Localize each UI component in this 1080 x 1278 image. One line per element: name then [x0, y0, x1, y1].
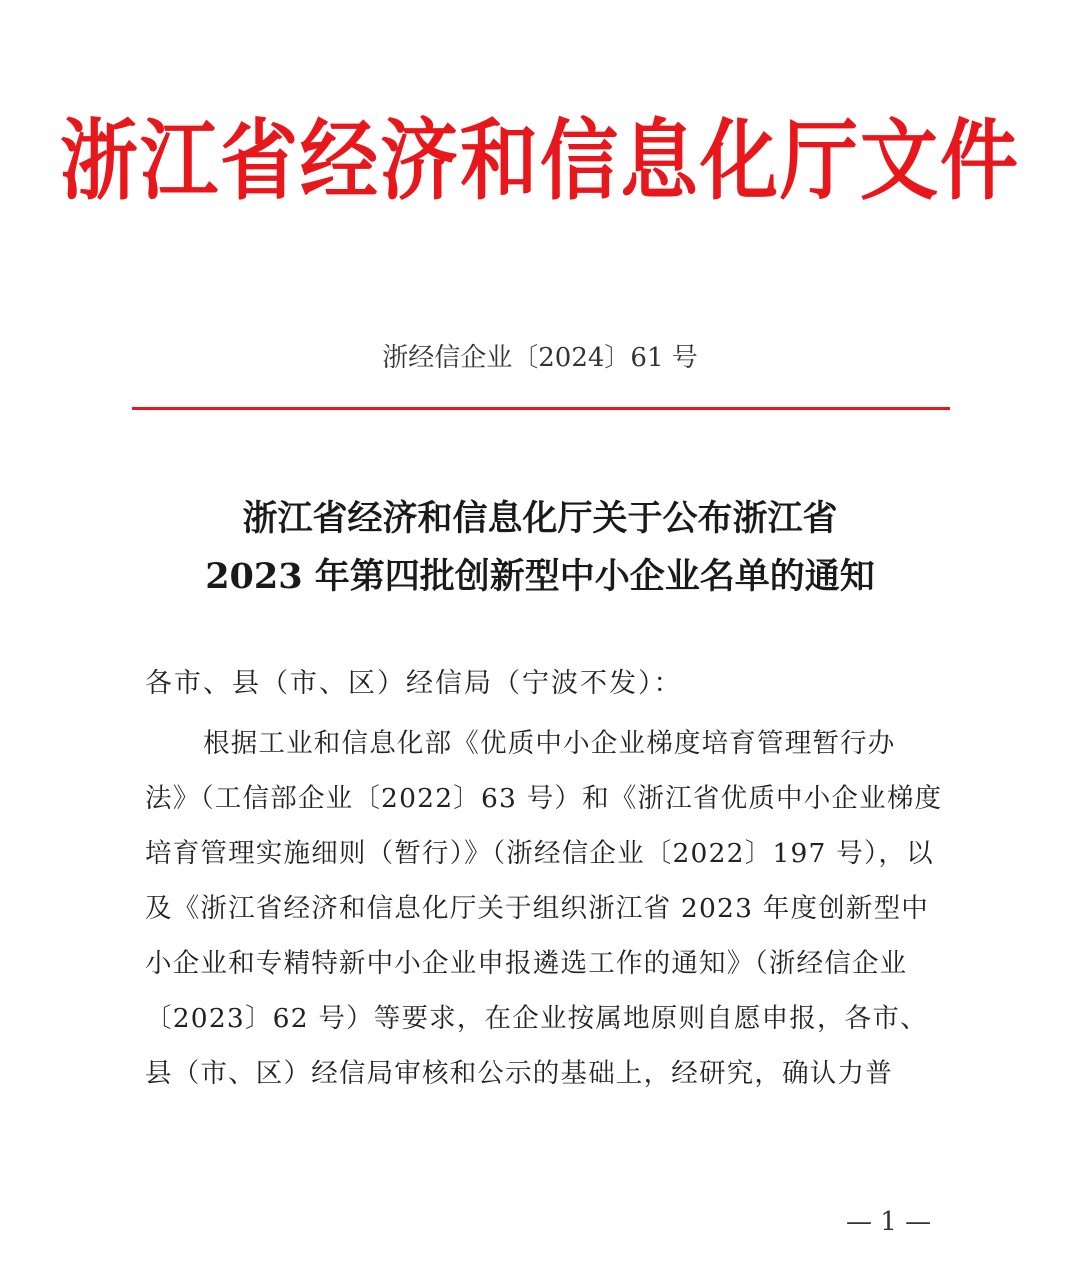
- title-line-1: 浙江省经济和信息化厅关于公布浙江省: [242, 498, 838, 539]
- page-number: — 1 —: [846, 1207, 932, 1237]
- body-line: 县（市、区）经信局审核和公示的基础上，经研究，确认力普: [145, 1058, 893, 1089]
- body-line: 培育管理实施细则（暂行）》（浙经信企业〔2022〕197 号），以: [145, 838, 934, 869]
- body-paragraph: [145, 716, 943, 1101]
- body-line: 根据工业和信息化部《优质中小企业梯度培育管理暂行办: [203, 728, 896, 759]
- salutation: 各市、县（市、区）经信局（宁波不发）：: [145, 668, 683, 699]
- body-line: 小企业和专精特新中小企业申报遴选工作的通知》（浙经信企业: [145, 948, 908, 979]
- document-title: [0, 490, 1080, 606]
- document-masthead: 浙江省经济和信息化厅文件: [59, 111, 1020, 213]
- body-line: 〔2023〕62 号）等要求，在企业按属地原则自愿申报，各市、: [145, 1003, 928, 1034]
- body-line: 法》（工信部企业〔2022〕63 号）和《浙江省优质中小企业梯度: [145, 783, 943, 814]
- title-line-2: 2023 年第四批创新型中小企业名单的通知: [205, 556, 875, 597]
- red-divider-line: [132, 407, 950, 410]
- document-number: 浙经信企业〔2024〕61 号: [382, 343, 698, 373]
- body-line: 及《浙江省经济和信息化厅关于组织浙江省 2023 年度创新型中: [145, 893, 929, 924]
